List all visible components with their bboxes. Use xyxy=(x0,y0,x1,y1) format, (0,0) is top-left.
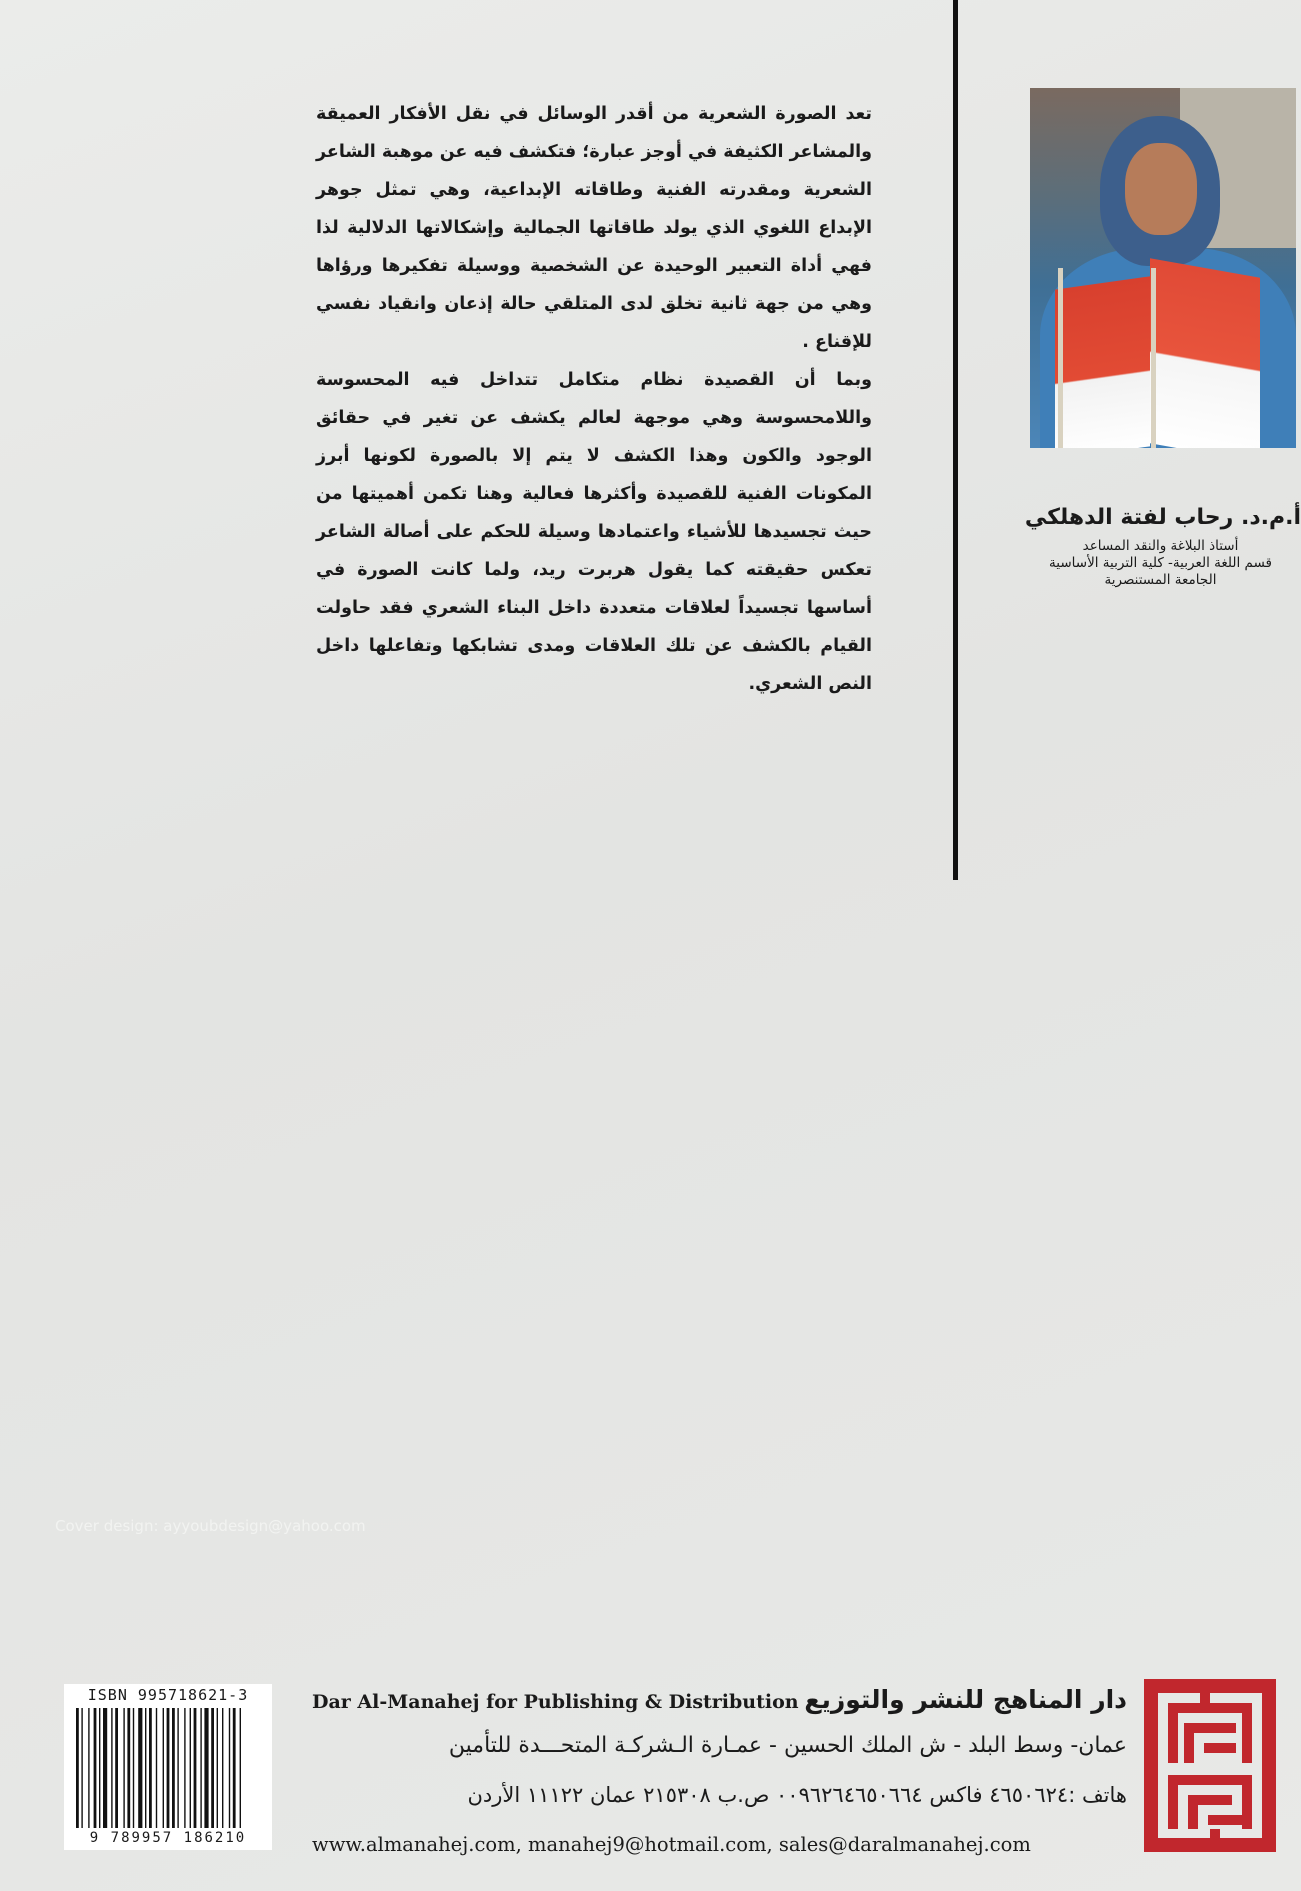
author-university: الجامعة المستنصرية xyxy=(1104,572,1217,588)
vertical-divider xyxy=(953,0,958,880)
blurb-text xyxy=(316,95,872,703)
blurb-paragraph-2: وبما أن القصيدة نظام متكامل تتداخل فيه المحسوسة واللامحسوسة وهي موجهة لعالم يكشف عن تغير في حقائق الوجود والكون وهذا الكشف لا يتم إلا بالصورة لكونها أبرز المكونات الفنية للقصيدة وأكثرها فعالية وهنا تكمن أهميتها من حيث تجسيدها للأشياء واعتمادها وسيلة للحكم على أصالة الشاعر تعكس حقيقته كما يقول هربرت ريد، ولما كانت الصورة في أساسها تجسيداً لعلاقات متعددة داخل البناء الشعري فقد حاولت القيام بالكشف عن تلك العلاقات ومدى تشابكها وتفاعلها داخل النص الشعري. xyxy=(316,370,872,694)
author-info xyxy=(1020,505,1301,589)
publisher-web-contacts: www.almanahej.com, manahej9@hotmail.com, sales@daralmanahej.com xyxy=(312,1833,1031,1856)
author-name: أ.م.د. رحاب لفتة الدهلكي xyxy=(1024,505,1301,530)
cover-design-credit: Cover design: ayyoubdesign@yahoo.com xyxy=(55,1517,366,1535)
barcode-icon xyxy=(76,1708,260,1828)
author-department: قسم اللغة العربية- كلية التربية الأساسية xyxy=(1049,555,1272,571)
blurb-paragraph-1: تعد الصورة الشعرية من أقدر الوسائل في نقل الأفكار العميقة والمشاعر الكثيفة في أوجز عبارة؛ فتكشف فيه عن موهبة الشاعر الشعرية ومقدرته الفنية وطاقاته الإبداعية، وهي تمثل جوهر الإبداع اللغوي الذي يولد طاقاتها الجمالية وإشكالاتها الدلالية لذا فهي أداة التعبير الوحيدة عن الشخصية ووسيلة تفكيرها ورؤاها وهي من جهة ثانية تخلق لدى المتلقي حالة إذعان وانقياد نفسي للإقناع . xyxy=(316,104,872,352)
publisher-phone: هاتف :٤٦٥٠٦٢٤ فاكس ٠٠٩٦٢٦٤٦٥٠٦٦٤ ص.ب ٢١٥٣٠٨ عمان ١١١٢٢ الأردن xyxy=(467,1783,1127,1807)
publisher-name-line xyxy=(312,1685,1127,1714)
barcode-digits: 9 789957 186210 xyxy=(89,1830,247,1846)
publisher-name-ar: دار المناهج للنشر والتوزيع xyxy=(804,1685,1127,1714)
author-photo xyxy=(1030,88,1296,448)
publisher-name-en: Dar Al-Manahej for Publishing & Distribution xyxy=(312,1691,799,1713)
isbn-barcode xyxy=(64,1684,272,1850)
publisher-address: عمان- وسط البلد - ش الملك الحسين - عمـارة الـشركـة المتحـــدة للتأمين xyxy=(448,1733,1127,1758)
publisher-logo-icon xyxy=(1144,1679,1276,1852)
author-title: أستاذ البلاغة والنقد المساعد xyxy=(1082,538,1239,554)
isbn-label: ISBN 995718621-3 xyxy=(87,1686,249,1704)
